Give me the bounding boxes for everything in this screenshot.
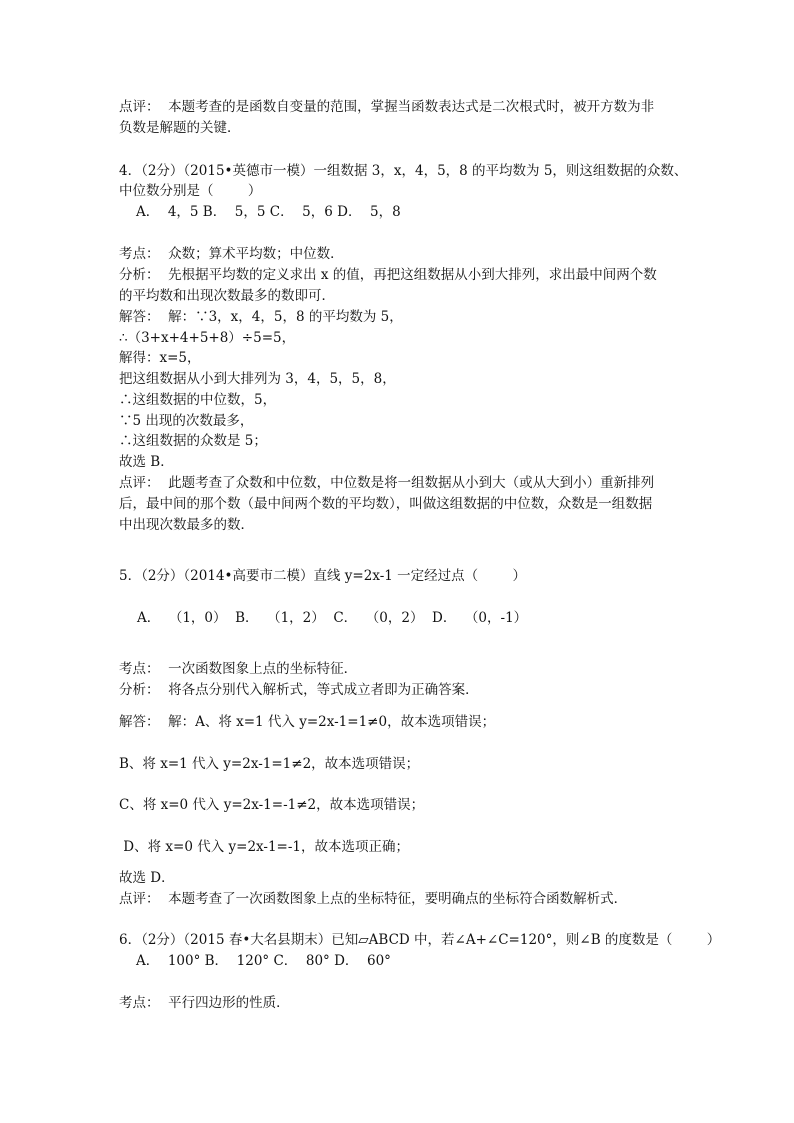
- solution-line: ∵5 出现的次数最多，: [119, 413, 254, 429]
- comment-line: 点评： 此题考查了众数和中位数，中位数是将一组数据从小到大（或从大到小）重新排列: [119, 475, 655, 491]
- question-4-stem: 中位数分别是（ ）: [119, 183, 262, 199]
- analysis-line: 分析： 先根据平均数的定义求出 x 的值，再把这组数据从小到大排列，求出最中间两个数: [119, 267, 657, 283]
- question-6-options: A． 100° B． 120° C． 80° D． 60°: [136, 953, 391, 969]
- solution-line: ∴这组数据的众数是 5；: [119, 433, 267, 449]
- solution-line: D、将 x=0 代入 y=2x-1=-1，故本选项正确；: [119, 839, 410, 855]
- comment-line: 负数是解题的关键．: [119, 120, 241, 136]
- analysis-line: 分析： 将各点分别代入解析式，等式成立者即为正确答案．: [119, 682, 479, 698]
- comment-line: 点评： 本题考查的是函数自变量的范围，掌握当函数表达式是二次根式时，被开方数为非: [119, 99, 655, 115]
- solution-line: ∴（3+x+4+5+8）÷5=5，: [119, 330, 296, 346]
- knowledge-point-line: 考点： 一次函数图象上点的坐标特征．: [119, 661, 358, 677]
- solution-line: 故选 D．: [119, 870, 175, 886]
- solution-line: ∴这组数据的中位数，5，: [119, 392, 277, 408]
- question-6-stem: 6．（2分）（2015 春•大名县期末）已知▱ABCD 中，若∠A+∠C=120°，则∠B 的度数是（ ）: [119, 932, 721, 948]
- analysis-line: 的平均数和出现次数最多的数即可．: [119, 288, 335, 304]
- knowledge-point-line: 考点： 平行四边形的性质．: [119, 995, 290, 1011]
- solution-line: B、将 x=1 代入 y=2x-1=1≠2，故本选项错误；: [119, 756, 420, 772]
- question-5-options: A． （1，0） B． （1，2） C． （0，2） D． （0，-1）: [137, 610, 528, 626]
- solution-line: 解得：x=5，: [119, 350, 201, 366]
- comment-line: 中出现次数最多的数．: [119, 517, 254, 533]
- solution-line: 解答： 解：∵3，x，4，5，8 的平均数为 5，: [119, 309, 403, 325]
- question-4-stem: 4．（2分）（2015•英德市一模）一组数据 3，x，4，5，8 的平均数为 5，则这组数据的众数、: [119, 163, 688, 179]
- comment-line: 点评： 本题考查了一次函数图象上点的坐标特征，要明确点的坐标符合函数解析式．: [119, 891, 628, 907]
- solution-line: C、将 x=0 代入 y=2x-1=-1≠2，故本选项错误；: [119, 797, 425, 813]
- solution-line: 解答： 解：A、将 x=1 代入 y=2x-1=1≠0，故本选项错误；: [119, 714, 496, 730]
- question-4-options: A． 4，5 B． 5，5 C． 5，6 D． 5，8: [136, 204, 401, 220]
- comment-line: 后，最中间的那个数（最中间两个数的平均数），叫做这组数据的中位数，众数是一组数据: [119, 496, 653, 512]
- solution-line: 把这组数据从小到大排列为 3，4，5，5，8，: [119, 371, 396, 387]
- knowledge-point-line: 考点： 众数；算术平均数；中位数．: [119, 246, 344, 262]
- question-5-stem: 5．（2分）（2014•高要市二模）直线 y=2x-1 一定经过点（ ）: [119, 568, 526, 584]
- solution-line: 故选 B．: [119, 454, 174, 470]
